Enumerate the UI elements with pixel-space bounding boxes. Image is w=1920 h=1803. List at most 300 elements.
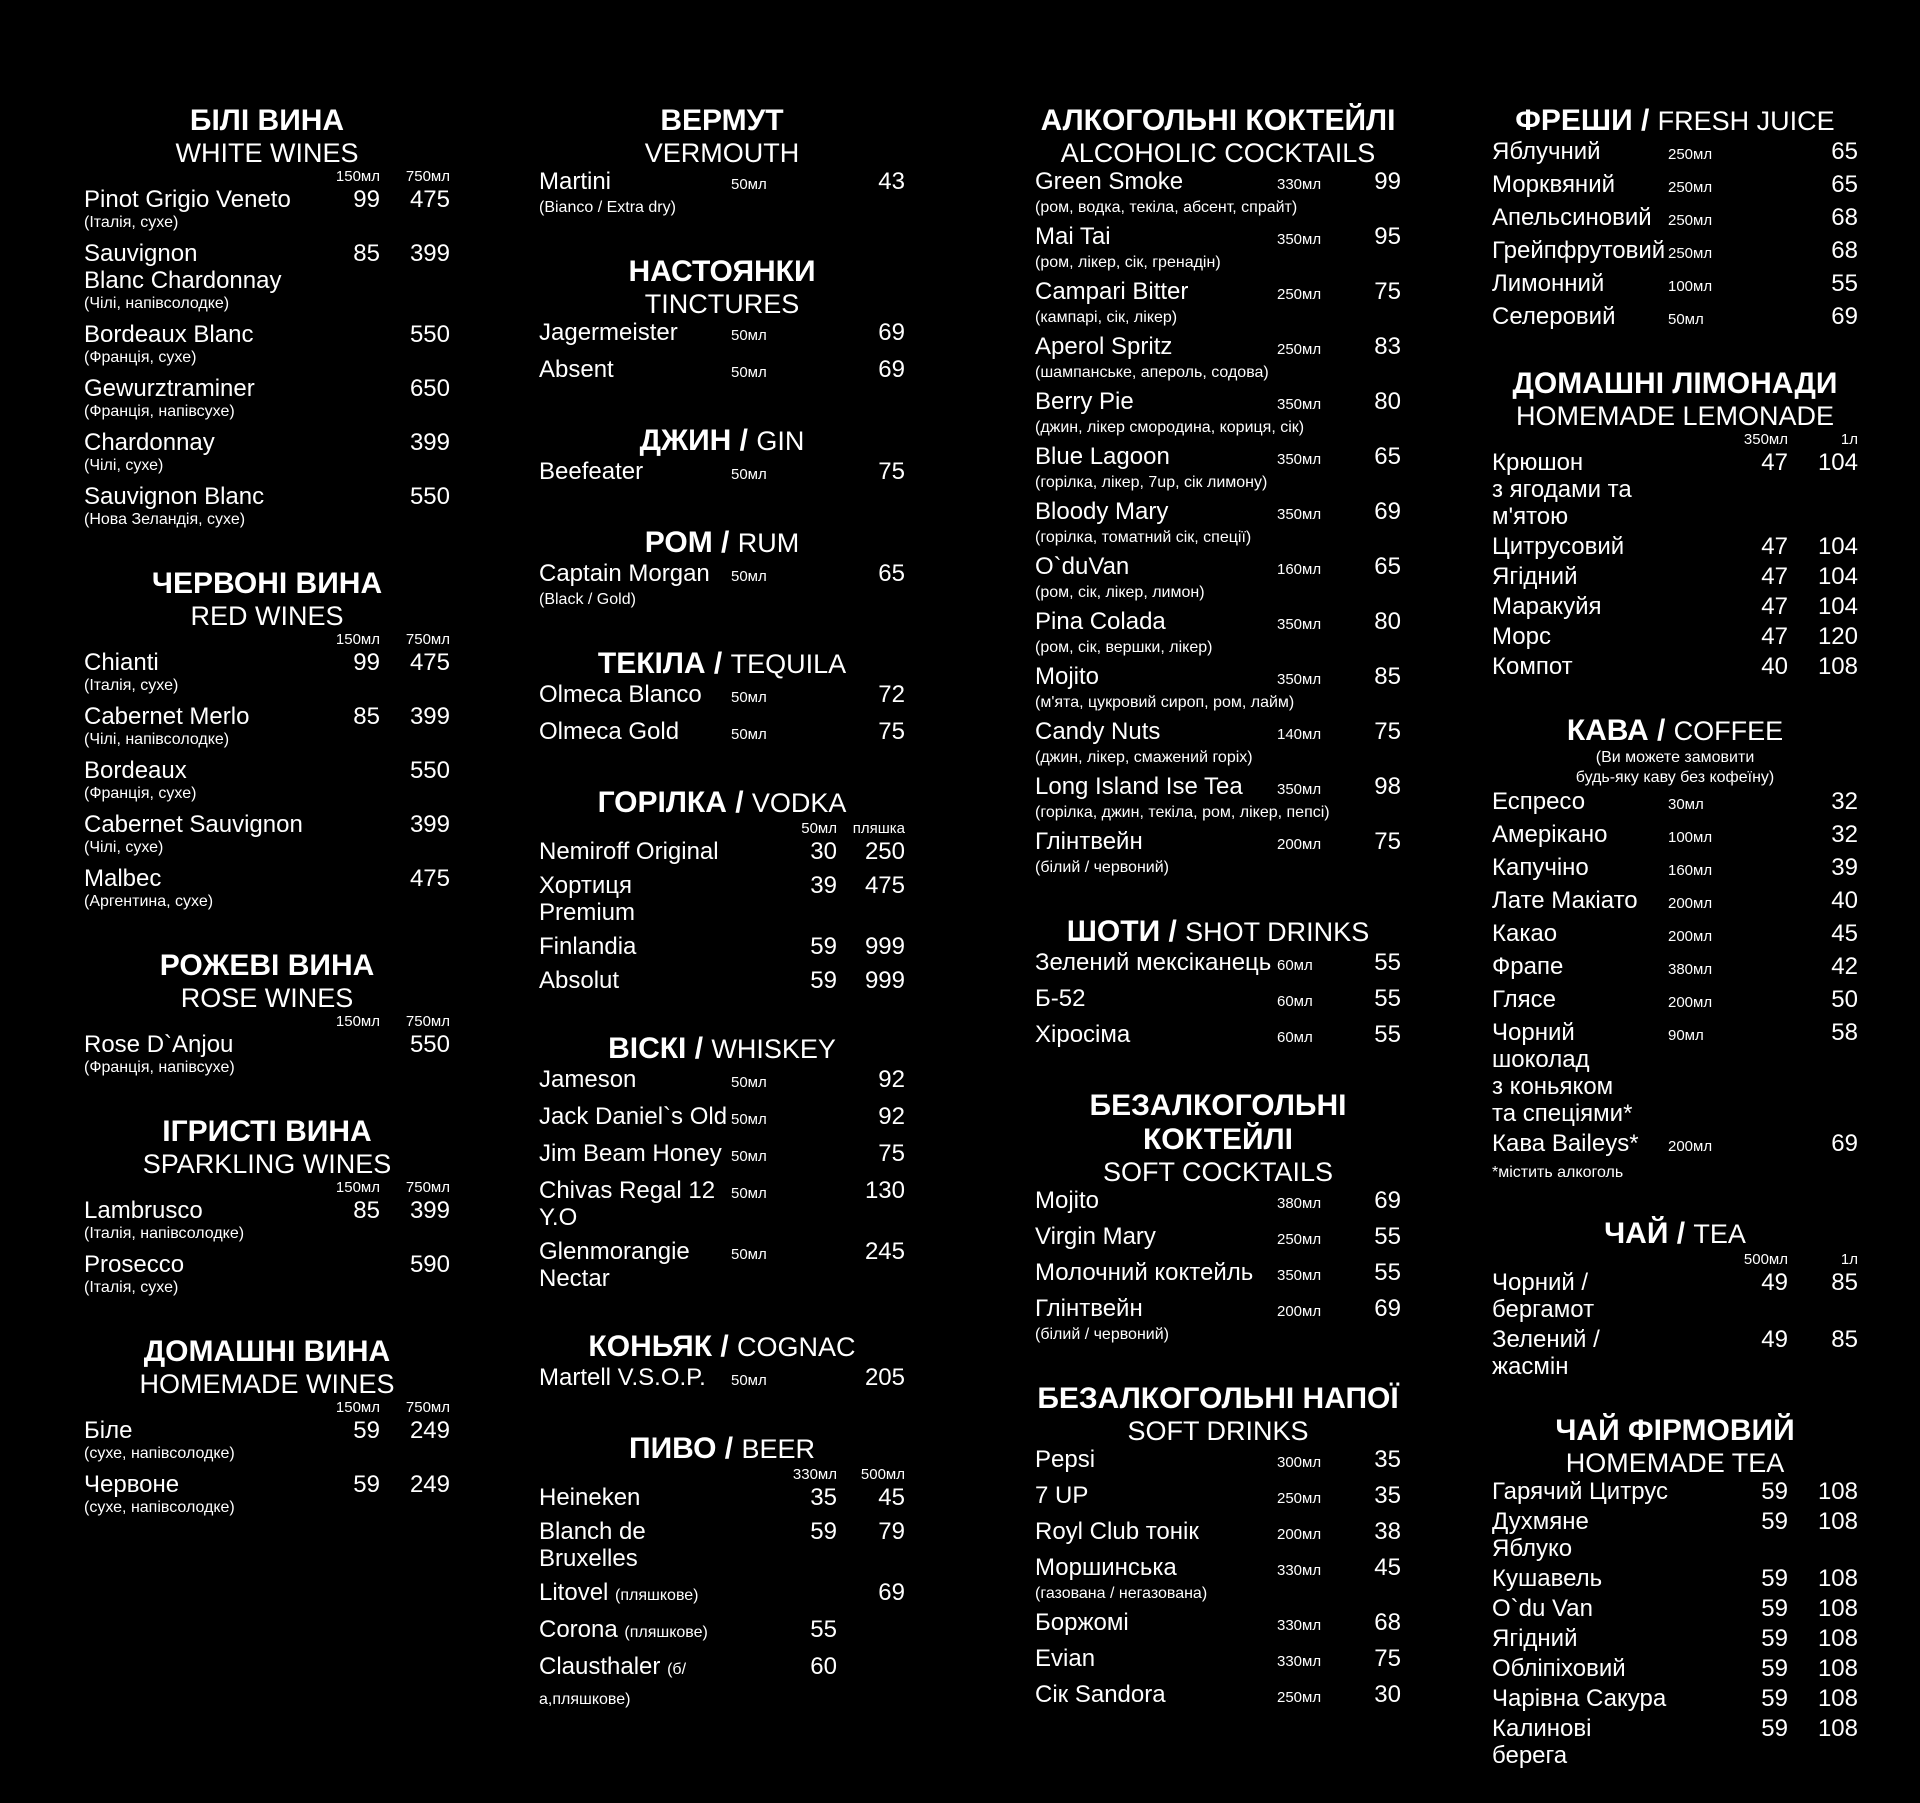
item-name <box>84 1031 322 1058</box>
menu-item-row <box>539 168 905 198</box>
menu-item <box>1035 1446 1401 1476</box>
item-name <box>539 168 731 195</box>
item-name-text: Кава Baileys* <box>1492 1130 1639 1157</box>
item-price-2: 55 <box>1374 1021 1401 1048</box>
section-title: РОМ / RUM <box>644 526 800 559</box>
item-name <box>1035 333 1277 360</box>
section-title-ua: РОМ <box>644 526 713 559</box>
item-price-2: 550 <box>409 757 450 784</box>
item-price-1: 40 <box>1761 653 1788 680</box>
item-name-text: Glenmorangie Nectar <box>539 1238 690 1292</box>
item-price-1: 55 <box>810 1616 837 1643</box>
item-name-text: Духмяне Яблуко <box>1492 1508 1589 1562</box>
menu-item-row <box>1035 498 1401 528</box>
item-price-1: 47 <box>1761 563 1788 590</box>
item-name-text: Jagermeister <box>539 319 678 346</box>
section-title <box>84 104 450 138</box>
item-name-text: Обліпіховий <box>1492 1655 1626 1682</box>
menu-section <box>84 1335 450 1517</box>
menu-item-row <box>1035 443 1401 473</box>
menu-item-row <box>539 560 905 590</box>
menu-item-row <box>1492 1130 1858 1160</box>
item-volume: 350мл <box>1277 616 1322 633</box>
section-footnote: *містить алкоголь <box>1492 1164 1624 1181</box>
item-volume: 250мл <box>1668 179 1713 196</box>
menu-section <box>1035 915 1401 1051</box>
item-name-text: Апельсиновий <box>1492 204 1652 231</box>
item-price-2: 40 <box>1831 887 1858 914</box>
item-volume: 50мл <box>731 466 767 483</box>
item-price-2: 55 <box>1374 1259 1401 1286</box>
section-title-en: VODKA <box>751 788 847 818</box>
menu-item <box>1035 168 1401 217</box>
section-title-ua: РОЖЕВІ ВИНА <box>159 949 375 982</box>
section-title-ua: ЧЕРВОНІ ВИНА <box>151 567 383 600</box>
column-header-size-1: 150мл <box>335 1179 380 1196</box>
item-price-2: 42 <box>1831 953 1858 980</box>
item-volume: 50мл <box>731 1372 767 1389</box>
item-name <box>1492 1019 1668 1127</box>
menu-item-row <box>1492 1565 1858 1592</box>
item-price-2: 55 <box>1374 985 1401 1012</box>
menu-item <box>539 356 905 386</box>
item-name-text: Яблучний <box>1492 138 1601 165</box>
item-price-2: 475 <box>864 872 905 899</box>
item-name <box>539 356 731 383</box>
item-name-text: Olmeca Blanco <box>539 681 702 708</box>
column-header <box>84 631 450 649</box>
item-price-2: 55 <box>1831 270 1858 297</box>
item-volume: 330мл <box>1277 176 1322 193</box>
menu-item-row <box>1035 223 1401 253</box>
item-volume: 50мл <box>731 726 767 743</box>
menu-section <box>539 424 905 488</box>
item-name-text: Цитрусовий <box>1492 533 1625 560</box>
item-price-1: 47 <box>1761 449 1788 476</box>
menu-item-row <box>1035 333 1401 363</box>
item-name-text: Martell V.S.O.P. <box>539 1364 706 1391</box>
item-name-text: Морквяний <box>1492 171 1615 198</box>
menu-item <box>84 811 450 857</box>
menu-item-row <box>1035 278 1401 308</box>
menu-item-row <box>539 1140 905 1170</box>
item-price-2: 65 <box>1831 171 1858 198</box>
item-volume: 250мл <box>1277 286 1322 303</box>
item-name <box>1492 623 1668 650</box>
item-name-text: Evian <box>1035 1645 1096 1672</box>
item-name <box>539 1103 731 1130</box>
item-name-text: Боржомі <box>1035 1609 1129 1636</box>
menu-item <box>1492 237 1858 267</box>
menu-item <box>1492 986 1858 1016</box>
item-price-2: 98 <box>1374 773 1401 800</box>
column-header-size-2: 750мл <box>405 1013 450 1030</box>
item-name <box>1035 388 1277 415</box>
item-price-2: 85 <box>1831 1326 1858 1353</box>
section-title <box>1492 367 1858 401</box>
menu-item <box>1492 1655 1858 1682</box>
item-price-2: 35 <box>1374 1482 1401 1509</box>
item-description: (Чілі, напівсолодке) <box>84 731 230 748</box>
item-description: (ром, сік, лікер, лимон) <box>1035 584 1205 601</box>
item-name-text: Candy Nuts <box>1035 718 1161 745</box>
item-name-text: Finlandia <box>539 933 637 960</box>
item-volume: 50мл <box>731 327 767 344</box>
menu-item-row <box>539 1653 905 1713</box>
column-header-size-1: 500мл <box>1743 1251 1788 1268</box>
column-header-spacer <box>539 1466 769 1484</box>
item-price-2: 104 <box>1817 563 1858 590</box>
item-description: (сухе, напівсолодке) <box>84 1445 235 1462</box>
item-name-text: Pinot Grigio Veneto <box>84 186 291 213</box>
item-price-2: 550 <box>409 483 450 510</box>
menu-item-row <box>1035 1554 1401 1584</box>
item-name-text: Sauvignon Blanc Chardonnay <box>84 240 282 294</box>
menu-item <box>1035 333 1401 382</box>
item-description: (Аргентина, сухе) <box>84 893 214 910</box>
item-price-1: 59 <box>1761 1655 1788 1682</box>
item-price-2: 75 <box>1374 828 1401 855</box>
section-title <box>1035 104 1401 138</box>
section-subtitle: SPARKLING WINES <box>142 1149 392 1179</box>
item-description: (Італія, сухе) <box>84 1279 179 1296</box>
item-name <box>539 933 731 960</box>
menu-item-row <box>1035 608 1401 638</box>
column-header <box>84 1399 450 1417</box>
menu-item <box>1035 1681 1401 1711</box>
menu-item-row <box>84 865 450 892</box>
item-name-text: Зелений мексіканець <box>1035 949 1272 976</box>
item-description: (білий / червоний) <box>1035 1326 1169 1343</box>
item-name-text: Амерікано <box>1492 821 1608 848</box>
item-name <box>84 1251 322 1278</box>
item-name <box>1492 270 1668 297</box>
item-name-text: Bordeaux <box>84 757 187 784</box>
item-description: (Франція, сухе) <box>84 349 197 366</box>
section-title-en: TEQUILA <box>730 649 847 679</box>
menu-item-row <box>1492 653 1858 680</box>
item-price-2: 55 <box>1374 1223 1401 1250</box>
item-name-text: Blue Lagoon <box>1035 443 1170 470</box>
item-name-text: Mai Tai <box>1035 223 1111 250</box>
menu-item-row <box>1492 563 1858 590</box>
item-price-2: 45 <box>1374 1554 1401 1581</box>
item-price-2: 104 <box>1817 593 1858 620</box>
item-name <box>1492 237 1668 264</box>
menu-item-row <box>1492 204 1858 234</box>
item-description: (Франція, сухе) <box>84 785 197 802</box>
item-volume: 350мл <box>1277 671 1322 688</box>
menu-item <box>539 1066 905 1096</box>
menu-item <box>1492 821 1858 851</box>
section-subtitle: TINCTURES <box>644 289 800 319</box>
item-price-2: 245 <box>864 1238 905 1265</box>
item-name-text: Prosecco <box>84 1251 185 1278</box>
menu-item-row <box>84 811 450 838</box>
menu-item-row <box>1492 1655 1858 1682</box>
menu-item-row <box>539 356 905 386</box>
item-name <box>84 186 322 213</box>
item-price-2: 92 <box>878 1103 905 1130</box>
item-name <box>1035 1446 1277 1473</box>
item-name-text: Captain Morgan <box>539 560 710 587</box>
menu-item <box>1492 854 1858 884</box>
item-price-2: 399 <box>409 703 450 730</box>
item-volume: 350мл <box>1277 396 1322 413</box>
column-header-size-1: 150мл <box>335 1013 380 1030</box>
item-volume: 200мл <box>1277 836 1322 853</box>
menu-item <box>539 1616 905 1646</box>
menu-item <box>84 649 450 695</box>
menu-item <box>539 933 905 960</box>
item-price-2: 249 <box>409 1471 450 1498</box>
item-price-2: 550 <box>409 1031 450 1058</box>
item-description: (Чілі, напівсолодке) <box>84 295 230 312</box>
menu-item <box>539 1103 905 1133</box>
item-name-note: (б/а,пляшкове) <box>539 1661 687 1708</box>
item-name <box>84 321 322 348</box>
item-name-note: (пляшкове) <box>624 1624 708 1641</box>
item-price-2: 108 <box>1817 1655 1858 1682</box>
item-name-text: Pina Colada <box>1035 608 1166 635</box>
item-name <box>1035 1021 1277 1048</box>
menu-column-soft <box>1492 104 1858 1803</box>
item-price-2: 85 <box>1374 663 1401 690</box>
menu-item-row <box>1492 887 1858 917</box>
menu-item <box>1035 1295 1401 1344</box>
menu-item-row <box>1492 303 1858 333</box>
section-title-ua: НАСТОЯНКИ <box>628 255 816 288</box>
item-name-text: Глінтвейн <box>1035 828 1143 855</box>
menu-item-row <box>1492 1269 1858 1323</box>
item-price-2: 45 <box>1831 920 1858 947</box>
item-price-2: 75 <box>878 718 905 745</box>
item-price-2: 108 <box>1817 1565 1858 1592</box>
section-title <box>84 949 450 983</box>
menu-item <box>539 681 905 711</box>
menu-item <box>84 1251 450 1297</box>
section-title-ua: БЕЗАЛКОГОЛЬНІ КОКТЕЙЛІ <box>1089 1089 1347 1156</box>
menu-item <box>1492 1269 1858 1323</box>
menu-item <box>1035 1187 1401 1217</box>
item-price-2: 550 <box>409 321 450 348</box>
column-header <box>1492 431 1858 449</box>
item-name <box>1492 138 1668 165</box>
item-volume: 330мл <box>1277 1617 1322 1634</box>
menu-item-row <box>1035 949 1401 979</box>
section-title: КАВА / COFFEE <box>1566 714 1784 747</box>
item-price-1: 49 <box>1761 1269 1788 1296</box>
menu-item-row <box>1035 1609 1401 1639</box>
item-name <box>539 560 731 587</box>
item-name-text: Компот <box>1492 653 1573 680</box>
item-name <box>539 718 731 745</box>
menu-item <box>1492 563 1858 590</box>
item-name <box>84 429 322 456</box>
item-price-2: 55 <box>1374 949 1401 976</box>
item-name-text: Чорний шоколад з коньяком та спеціями* <box>1492 1019 1633 1127</box>
column-header <box>84 1013 450 1031</box>
menu-item <box>1035 773 1401 822</box>
menu-item <box>539 1140 905 1170</box>
menu-item-row <box>84 1197 450 1224</box>
item-description: (шампанське, апероль, содова) <box>1035 364 1269 381</box>
menu-item-row <box>1035 1187 1401 1217</box>
menu-item <box>1492 953 1858 983</box>
item-name <box>1492 821 1668 848</box>
item-description: (Bianco / Extra dry) <box>539 199 676 216</box>
item-price-1: 47 <box>1761 593 1788 620</box>
menu-section <box>1492 367 1858 680</box>
menu-item <box>1035 553 1401 602</box>
item-volume: 250мл <box>1277 341 1322 358</box>
item-volume: 380мл <box>1277 1195 1322 1212</box>
item-name <box>1035 1645 1277 1672</box>
section-title-en: SHOT DRINKS <box>1185 917 1370 947</box>
item-volume: 250мл <box>1668 245 1713 262</box>
item-description: (горілка, джин, текіла, ром, лікер, пепсі) <box>1035 804 1330 821</box>
menu-item <box>539 1484 905 1511</box>
item-price-2: 68 <box>1374 1609 1401 1636</box>
item-price-2: 108 <box>1817 1508 1858 1535</box>
menu-item <box>539 718 905 748</box>
item-volume: 250мл <box>1668 146 1713 163</box>
item-description: (Чілі, сухе) <box>84 839 164 856</box>
menu-item <box>1035 1645 1401 1675</box>
item-price-2: 35 <box>1374 1446 1401 1473</box>
item-name-text: Морс <box>1492 623 1551 650</box>
section-subtitle: SOFT DRINKS <box>1127 1416 1309 1446</box>
item-name-text: Heineken <box>539 1484 641 1511</box>
menu-item-row <box>84 1417 450 1444</box>
item-name-text: 7 UP <box>1035 1482 1089 1509</box>
menu-item <box>84 865 450 911</box>
item-name <box>539 1066 731 1093</box>
menu-item <box>539 1653 905 1713</box>
menu-item <box>1492 1565 1858 1592</box>
item-name-text: Rose D`Anjou <box>84 1031 234 1058</box>
item-name <box>1035 985 1277 1012</box>
item-price-2: 50 <box>1831 986 1858 1013</box>
menu-item-row <box>1492 171 1858 201</box>
item-name <box>1492 953 1668 980</box>
item-price-1: 49 <box>1761 1326 1788 1353</box>
item-name-text: Б-52 <box>1035 985 1086 1012</box>
menu-item <box>84 757 450 803</box>
menu-item-row <box>1492 920 1858 950</box>
item-volume: 330мл <box>1277 1653 1322 1670</box>
item-name <box>1035 553 1277 580</box>
menu-item-row <box>84 186 450 213</box>
item-price-2: 32 <box>1831 821 1858 848</box>
item-name-text: Clausthaler <box>539 1653 661 1680</box>
item-name-text: Лимонний <box>1492 270 1605 297</box>
item-volume: 30мл <box>1668 796 1704 813</box>
menu-item <box>539 1579 905 1609</box>
menu-section <box>539 1032 905 1292</box>
item-price-2: 104 <box>1817 533 1858 560</box>
menu-section <box>539 1330 905 1394</box>
item-price-2: 999 <box>864 933 905 960</box>
item-name-text: Absent <box>539 356 614 383</box>
menu-item-row <box>1035 1681 1401 1711</box>
item-name <box>84 865 322 892</box>
menu-item <box>1492 171 1858 201</box>
item-volume: 350мл <box>1277 506 1322 523</box>
item-price-2: 69 <box>1374 1295 1401 1322</box>
menu-item-row <box>539 319 905 349</box>
item-name <box>1492 1625 1668 1652</box>
menu-item-row <box>539 1616 905 1646</box>
section-title-ua: ІГРИСТІ ВИНА <box>162 1115 372 1148</box>
menu-item <box>539 560 905 609</box>
column-header-size-2: 750мл <box>405 631 450 648</box>
section-subtitle: VERMOUTH <box>644 138 800 168</box>
item-price-1: 85 <box>353 1197 380 1224</box>
item-name <box>1035 1223 1277 1250</box>
menu-item-row <box>1492 449 1858 530</box>
menu-item-row <box>1492 1478 1858 1505</box>
item-name <box>539 1653 731 1713</box>
menu-item <box>1035 985 1401 1015</box>
menu-item-row <box>539 718 905 748</box>
item-name <box>1492 1478 1668 1505</box>
menu-item <box>84 483 450 529</box>
item-name <box>84 649 322 676</box>
menu-item <box>1035 608 1401 657</box>
menu-item <box>1492 1326 1858 1380</box>
item-description: (м'ята, цукровий сироп, ром, лайм) <box>1035 694 1295 711</box>
menu-item-row <box>1035 718 1401 748</box>
menu-item <box>1492 920 1858 950</box>
section-title-ua: КАВА <box>1566 714 1649 747</box>
section-title-ua: ЧАЙ <box>1604 1217 1669 1250</box>
item-name <box>1035 443 1277 470</box>
item-name-text: Хіросіма <box>1035 1021 1131 1048</box>
section-subtitle: HOMEMADE LEMONADE <box>1515 401 1835 431</box>
menu-item <box>1492 303 1858 333</box>
item-name-text: Крюшон з ягодами та м'ятою <box>1492 449 1632 530</box>
column-header-spacer <box>84 1013 322 1031</box>
section-title: ГОРІЛКА / VODKA <box>597 786 847 819</box>
column-header <box>84 168 450 186</box>
item-price-2: 75 <box>1374 1645 1401 1672</box>
section-title-ua: ЧАЙ ФІРМОВИЙ <box>1555 1414 1795 1447</box>
item-price-2: 75 <box>878 1140 905 1167</box>
item-name <box>1492 563 1668 590</box>
item-price-2: 32 <box>1831 788 1858 815</box>
section-title <box>84 1115 450 1149</box>
menu-item <box>84 240 450 313</box>
menu-item <box>1492 593 1858 620</box>
menu-item <box>539 1364 905 1394</box>
item-name-text: Sauvignon Blanc <box>84 483 265 510</box>
menu-item-row <box>1492 821 1858 851</box>
item-name-text: Червоне <box>84 1471 180 1498</box>
item-name <box>539 681 731 708</box>
item-volume: 300мл <box>1277 1454 1322 1471</box>
item-name <box>1492 533 1668 560</box>
item-price-2: 120 <box>1817 623 1858 650</box>
item-price-1: 59 <box>810 933 837 960</box>
section-title: ДЖИН / GIN <box>639 424 805 457</box>
item-name-text: Ягідний <box>1492 1625 1578 1652</box>
menu-item <box>1035 1021 1401 1051</box>
menu-item-row <box>1035 553 1401 583</box>
item-name <box>1492 1565 1668 1592</box>
item-name-text: Какао <box>1492 920 1558 947</box>
item-name <box>1035 773 1277 800</box>
